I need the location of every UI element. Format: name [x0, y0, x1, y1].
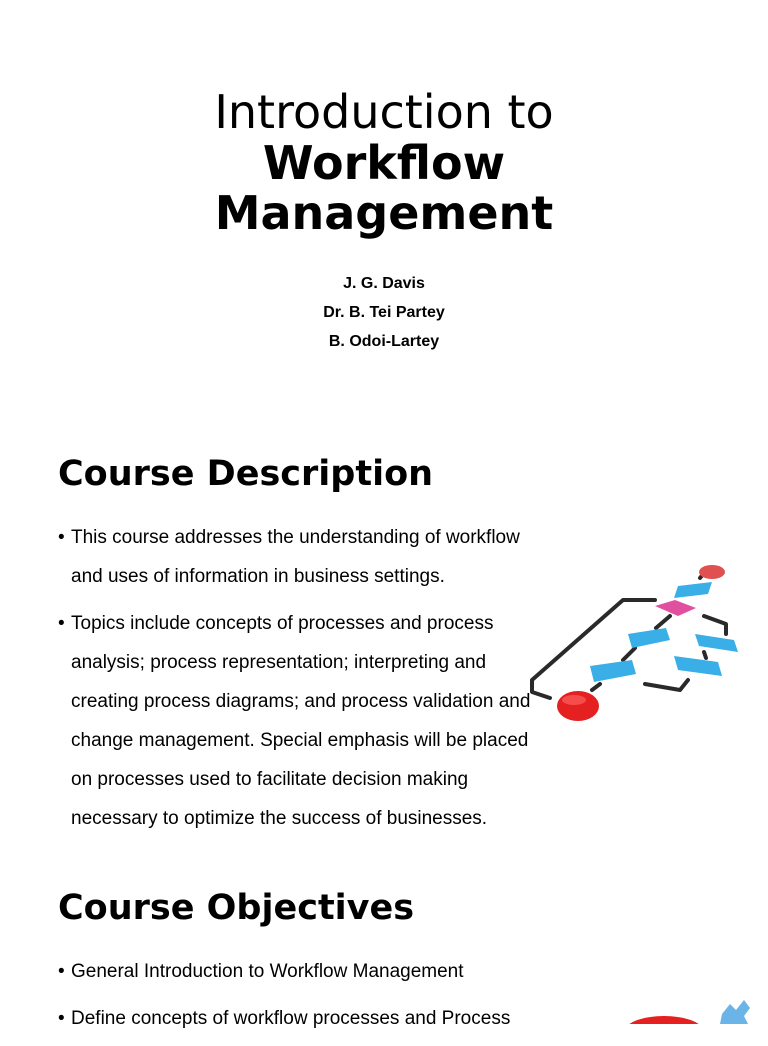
bullet-icon: •	[58, 527, 65, 548]
title-line-3: Management	[214, 186, 554, 240]
list-item	[58, 999, 578, 1038]
start-terminal-shape	[699, 565, 725, 579]
bullet-icon: •	[58, 1008, 65, 1029]
list-item	[58, 518, 548, 596]
course-description-list	[58, 518, 548, 846]
list-item	[58, 952, 578, 991]
bullet-icon: •	[58, 961, 65, 982]
process-box-shape	[674, 656, 722, 676]
title-line-2: Workflow	[262, 136, 506, 190]
red-shape-partial	[624, 1016, 704, 1024]
blue-shape-partial	[720, 1000, 750, 1024]
process-box-shape	[674, 582, 712, 598]
bullet-icon: •	[58, 613, 65, 634]
author-list	[0, 272, 768, 359]
end-terminal-highlight	[562, 695, 586, 705]
list-item-text: Define concepts of workflow processes and Process	[71, 1008, 511, 1029]
title-line-1: Introduction to	[214, 85, 554, 139]
course-objectives-list	[58, 952, 578, 1046]
list-item-text: This course addresses the understanding of workflow and uses of information in business settings.	[71, 527, 520, 587]
process-box-shape	[590, 660, 636, 682]
process-box-shape	[628, 628, 670, 648]
list-item	[58, 604, 548, 838]
workflow-diagram-illustration	[520, 548, 760, 748]
course-objectives-heading: Course Objectives	[58, 888, 415, 928]
author-name: Dr. B. Tei Partey	[323, 304, 445, 321]
decision-shape	[655, 600, 696, 616]
course-description-heading: Course Description	[58, 454, 434, 494]
partial-illustration	[620, 996, 768, 1024]
list-item-text: Topics include concepts of processes and process analysis; process representation; interpreting and creating process diagrams; and process validation and change management. Special emphasis will be placed on processes used to facilitate decision making necessary to optimize the success of businesses.	[71, 613, 531, 829]
process-box-shape	[695, 634, 738, 652]
author-name: B. Odoi-Lartey	[328, 333, 440, 350]
list-item-text: General Introduction to Workflow Management	[71, 961, 464, 982]
author-name: J. G. Davis	[343, 275, 425, 292]
title-block	[0, 86, 768, 238]
